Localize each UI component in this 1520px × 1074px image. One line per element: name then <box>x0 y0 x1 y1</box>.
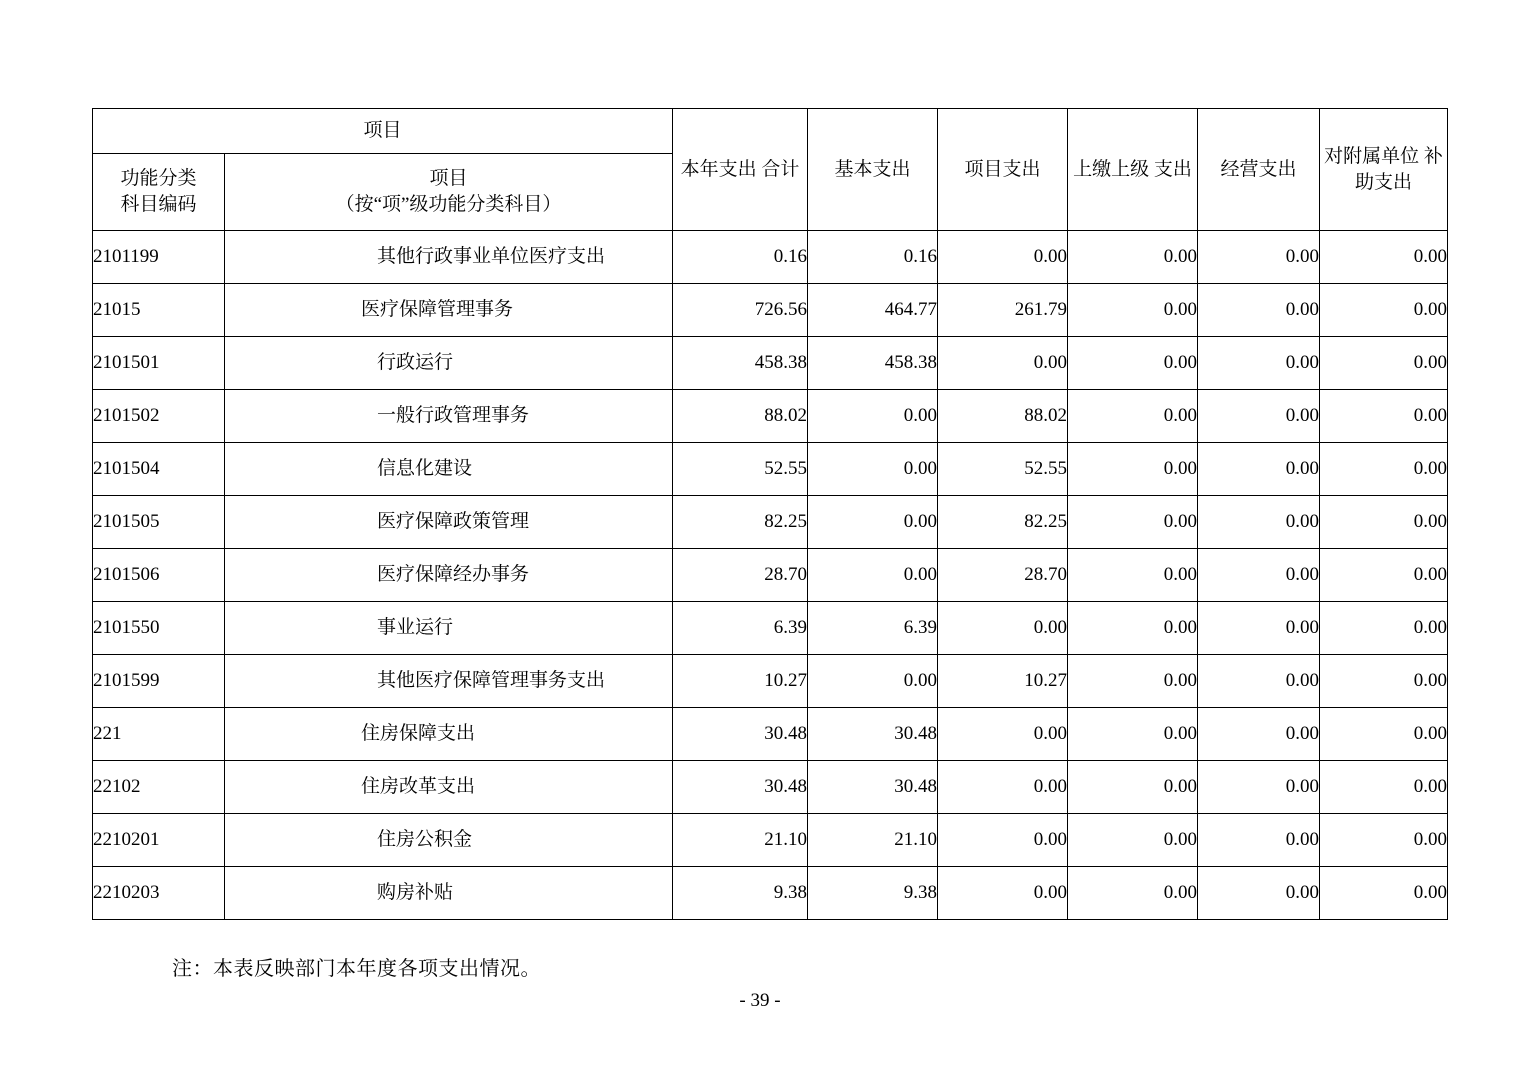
cell-subsidy: 0.00 <box>1320 443 1448 496</box>
cell-upper: 0.00 <box>1068 496 1198 549</box>
table-body <box>93 231 1448 920</box>
cell-project: 88.02 <box>938 390 1068 443</box>
table-row <box>93 231 1448 284</box>
cell-name: 医疗保障经办事务 <box>225 549 673 602</box>
cell-project: 0.00 <box>938 231 1068 284</box>
header-name-line1: 项目 <box>429 168 468 190</box>
cell-subsidy: 0.00 <box>1320 390 1448 443</box>
header-subsidy-line1: 对附属单位 <box>1324 145 1420 167</box>
cell-basic: 464.77 <box>808 284 938 337</box>
header-project: 项目支出 <box>938 109 1068 231</box>
cell-total: 88.02 <box>673 390 808 443</box>
cell-operating: 0.00 <box>1198 284 1320 337</box>
table-row <box>93 867 1448 920</box>
cell-upper: 0.00 <box>1068 390 1198 443</box>
cell-project: 28.70 <box>938 549 1068 602</box>
cell-upper: 0.00 <box>1068 655 1198 708</box>
cell-subsidy: 0.00 <box>1320 761 1448 814</box>
table-row <box>93 602 1448 655</box>
cell-name: 事业运行 <box>225 602 673 655</box>
cell-name: 住房公积金 <box>225 814 673 867</box>
header-subsidy-line2: 补助支出 <box>1355 145 1443 193</box>
cell-upper: 0.00 <box>1068 337 1198 390</box>
cell-subsidy: 0.00 <box>1320 602 1448 655</box>
cell-basic: 9.38 <box>808 867 938 920</box>
cell-subsidy: 0.00 <box>1320 708 1448 761</box>
cell-upper: 0.00 <box>1068 231 1198 284</box>
cell-total: 30.48 <box>673 708 808 761</box>
table-row <box>93 390 1448 443</box>
table-row <box>93 443 1448 496</box>
cell-upper: 0.00 <box>1068 814 1198 867</box>
cell-operating: 0.00 <box>1198 814 1320 867</box>
cell-name: 购房补贴 <box>225 867 673 920</box>
cell-project: 0.00 <box>938 814 1068 867</box>
cell-upper: 0.00 <box>1068 602 1198 655</box>
cell-total: 30.48 <box>673 761 808 814</box>
cell-subsidy: 0.00 <box>1320 655 1448 708</box>
cell-project: 0.00 <box>938 761 1068 814</box>
cell-total: 28.70 <box>673 549 808 602</box>
cell-name: 医疗保障政策管理 <box>225 496 673 549</box>
cell-subsidy: 0.00 <box>1320 814 1448 867</box>
table-header <box>93 109 1448 231</box>
header-upper <box>1068 109 1198 231</box>
cell-code: 2101506 <box>93 549 225 602</box>
cell-upper: 0.00 <box>1068 708 1198 761</box>
cell-project: 0.00 <box>938 867 1068 920</box>
cell-code: 22102 <box>93 761 225 814</box>
expenditure-table <box>92 108 1448 920</box>
header-code <box>93 154 225 231</box>
header-name-line2: （按“项”级功能分类科目） <box>335 194 562 215</box>
cell-project: 10.27 <box>938 655 1068 708</box>
cell-code: 2101505 <box>93 496 225 549</box>
cell-total: 0.16 <box>673 231 808 284</box>
cell-basic: 0.00 <box>808 443 938 496</box>
cell-total: 9.38 <box>673 867 808 920</box>
cell-operating: 0.00 <box>1198 337 1320 390</box>
header-subsidy <box>1320 109 1448 231</box>
cell-operating: 0.00 <box>1198 655 1320 708</box>
cell-project: 0.00 <box>938 337 1068 390</box>
cell-code: 21015 <box>93 284 225 337</box>
header-name <box>225 154 673 231</box>
cell-upper: 0.00 <box>1068 284 1198 337</box>
cell-name: 住房保障支出 <box>225 708 673 761</box>
table-row <box>93 814 1448 867</box>
cell-code: 2101502 <box>93 390 225 443</box>
cell-basic: 30.48 <box>808 708 938 761</box>
header-total <box>673 109 808 231</box>
cell-total: 458.38 <box>673 337 808 390</box>
cell-basic: 0.00 <box>808 390 938 443</box>
table-row <box>93 284 1448 337</box>
header-code-line2: 科目编码 <box>120 194 197 215</box>
cell-operating: 0.00 <box>1198 761 1320 814</box>
cell-basic: 0.00 <box>808 655 938 708</box>
cell-code: 2210203 <box>93 867 225 920</box>
cell-name: 其他行政事业单位医疗支出 <box>225 231 673 284</box>
header-code-line1: 功能分类 <box>120 168 197 190</box>
cell-project: 261.79 <box>938 284 1068 337</box>
cell-basic: 0.00 <box>808 549 938 602</box>
cell-total: 10.27 <box>673 655 808 708</box>
cell-total: 82.25 <box>673 496 808 549</box>
header-row-top <box>93 109 1448 154</box>
cell-code: 2210201 <box>93 814 225 867</box>
cell-project: 52.55 <box>938 443 1068 496</box>
table-row <box>93 549 1448 602</box>
cell-operating: 0.00 <box>1198 708 1320 761</box>
header-group-project: 项目 <box>93 109 673 154</box>
cell-code: 2101599 <box>93 655 225 708</box>
cell-name: 行政运行 <box>225 337 673 390</box>
cell-code: 2101550 <box>93 602 225 655</box>
table-row <box>93 708 1448 761</box>
cell-total: 52.55 <box>673 443 808 496</box>
header-upper-line1: 上缴上级 <box>1073 158 1150 180</box>
cell-code: 2101501 <box>93 337 225 390</box>
cell-code: 2101504 <box>93 443 225 496</box>
cell-operating: 0.00 <box>1198 443 1320 496</box>
cell-subsidy: 0.00 <box>1320 867 1448 920</box>
table-row <box>93 655 1448 708</box>
cell-upper: 0.00 <box>1068 867 1198 920</box>
cell-operating: 0.00 <box>1198 867 1320 920</box>
cell-operating: 0.00 <box>1198 549 1320 602</box>
cell-operating: 0.00 <box>1198 231 1320 284</box>
cell-basic: 30.48 <box>808 761 938 814</box>
cell-total: 726.56 <box>673 284 808 337</box>
cell-operating: 0.00 <box>1198 602 1320 655</box>
table-row <box>93 337 1448 390</box>
cell-basic: 6.39 <box>808 602 938 655</box>
cell-total: 21.10 <box>673 814 808 867</box>
cell-subsidy: 0.00 <box>1320 337 1448 390</box>
cell-name: 住房改革支出 <box>225 761 673 814</box>
cell-basic: 0.00 <box>808 496 938 549</box>
cell-name: 医疗保障管理事务 <box>225 284 673 337</box>
table-row <box>93 761 1448 814</box>
cell-name: 信息化建设 <box>225 443 673 496</box>
header-total-line1: 本年支出 <box>680 158 757 180</box>
cell-subsidy: 0.00 <box>1320 549 1448 602</box>
cell-code: 221 <box>93 708 225 761</box>
cell-project: 82.25 <box>938 496 1068 549</box>
page-number: - 39 - <box>739 990 781 1011</box>
cell-subsidy: 0.00 <box>1320 284 1448 337</box>
cell-basic: 0.16 <box>808 231 938 284</box>
header-total-line2: 合计 <box>761 158 800 180</box>
cell-operating: 0.00 <box>1198 390 1320 443</box>
cell-basic: 21.10 <box>808 814 938 867</box>
cell-name: 一般行政管理事务 <box>225 390 673 443</box>
cell-name: 其他医疗保障管理事务支出 <box>225 655 673 708</box>
header-operating: 经营支出 <box>1198 109 1320 231</box>
cell-subsidy: 0.00 <box>1320 496 1448 549</box>
table-note: 注：本表反映部门本年度各项支出情况。 <box>172 958 541 980</box>
header-basic: 基本支出 <box>808 109 938 231</box>
cell-upper: 0.00 <box>1068 549 1198 602</box>
table-row <box>93 496 1448 549</box>
header-upper-line2: 支出 <box>1153 158 1192 180</box>
cell-code: 2101199 <box>93 231 225 284</box>
cell-total: 6.39 <box>673 602 808 655</box>
cell-basic: 458.38 <box>808 337 938 390</box>
cell-upper: 0.00 <box>1068 761 1198 814</box>
cell-operating: 0.00 <box>1198 496 1320 549</box>
cell-upper: 0.00 <box>1068 443 1198 496</box>
cell-project: 0.00 <box>938 708 1068 761</box>
cell-project: 0.00 <box>938 602 1068 655</box>
cell-subsidy: 0.00 <box>1320 231 1448 284</box>
